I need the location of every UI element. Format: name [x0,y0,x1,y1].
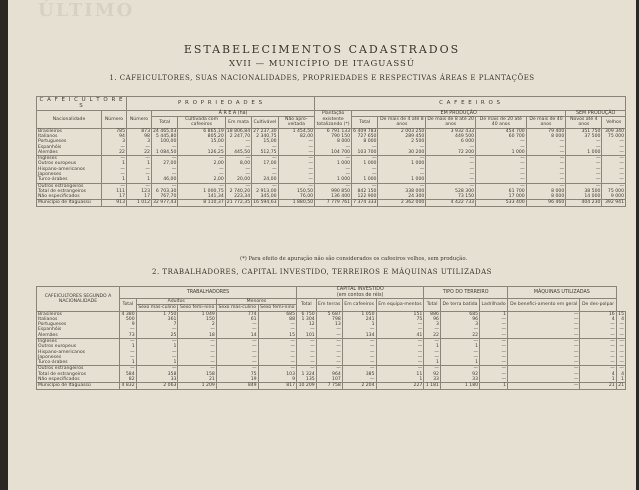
table-cell: — — — — — [476,156,527,183]
table-cell: 873 98 3 — 22 [127,128,152,155]
th-de-despolpar: De des-polpar [580,299,616,312]
table-cell: — 1 — — 1 [136,339,178,366]
table-cell: 8 110,37 [178,200,225,206]
table-cell: — 2,00 — — 2,00 [178,156,225,183]
table-cell: — — — — — [580,339,616,366]
th-nacionalidade: Nacionalidade [37,110,102,128]
table-cell: — 385 — [342,366,376,383]
table-cell: — 103 9 [258,366,296,383]
table-cell: — — — — — [602,156,626,183]
th-de-terra: De terra batida [440,299,479,312]
table-row [37,183,626,200]
row-label-cell: Brasileiros Italianos Portugueses Espanhóis Alemães [37,128,102,155]
table-cell: 4 422 733 [426,200,476,206]
table-cell: — — — — — [278,156,315,183]
table-cell: 7 374 333 [353,200,377,206]
table-cell: — — — — — [297,339,317,366]
table-cell: — 1 — — 1 [102,156,127,183]
table-cell: — 38 500 14 000 [566,183,602,200]
table-cell: 886 96 3 — 22 [424,311,441,338]
table-cell: 21 772,35 [226,200,251,206]
table-cell: — 8 000 8 000 [526,183,566,200]
table-cell: 15 4 — — — [618,311,624,338]
table-cell: — 842 150 122 900 [352,183,378,200]
table-cell: 2 204 [342,383,376,389]
th-em-mata: Em mata [225,117,251,129]
th-capital-title: CAPITAL INVESTIDO [336,287,384,292]
th-em-equip: Em equipa-mentos [376,299,424,312]
table-cell: 16 4 — — — [580,311,616,338]
table-cell: — 1 000 — — 1 000 [378,156,426,183]
table-cell: 151 75 — — 41 [376,311,424,338]
table-cell: — 6 703,30 767,70 [152,183,178,200]
row-label-cell: Outros estrangeiros Total de estrangeiros Não especificados [37,366,120,383]
table-cell: — 27,00 — — 46,00 [152,156,178,183]
table-cell: 3 932 433 449 500 6 000 — 72 200 [426,128,476,155]
table-cell: 2 362 000 [378,200,426,206]
table-cell: — 111 17 [102,183,127,200]
table-cell: — — — — — [426,156,476,183]
table-cell: — 358 33 [136,366,178,383]
table-row [37,366,626,383]
table-cell: 4 832 [121,383,135,389]
th-sem-producao: SEM PRODUÇÃO [566,110,626,117]
th-cap-total: Total [297,299,317,312]
table-cell: 5 687 798 13 — — [316,311,342,338]
th-numero-1: Número [102,110,127,128]
table-cafeicultores-propriedades [36,96,626,207]
table-cell: — [508,383,580,389]
table-cell: — 61 700 17 000 [476,183,527,200]
table-row [37,311,626,338]
row-label-cell: Município de Itaguassú [37,200,102,206]
th-trab-total: Total [120,299,137,312]
table-cell: 7 779 761 [315,200,352,206]
table-cell: 774 61 — — 14 [216,311,258,338]
document-title: ESTABELECIMENTOS CADASTRADOS [183,43,461,56]
table-cell: — 75 000 9 000 [602,183,626,200]
table-cell: 1 049 150 2 — 18 [178,311,216,338]
table-cell: — — — — — [508,311,580,338]
table-cell: — 150,50 76,00 [278,183,315,200]
table-cell: 1 180 [440,383,479,389]
bleed-through-text: ÚLTIMO [38,0,135,21]
table-cell: 21 [618,383,624,389]
table-cell: — 1 — — 1 [120,339,137,366]
table-cell: 1 012 [127,200,152,206]
table-cell: — — — — — [216,339,258,366]
table-cell: — — — — — [480,339,508,366]
th-4-8: De mais de 4 até 8 anos [378,117,426,129]
table-trabalhadores-capital [36,286,626,390]
th-8-20: De mais de 8 até 20 anos [427,117,474,128]
th-caf-nacionalidade: CAFEICULTORES SEGUNDO A NACIONALIDADE [37,287,120,312]
th-40: De mais de 40 anos [526,117,566,129]
table-cell: — 17,00 — — 24,00 [252,156,278,183]
table-cell: 2 003 250 289 450 2 500 — 30 200 [378,128,426,155]
th-capital-unit: (em contos de réis) [336,292,384,298]
th-adultos-fem: Sexo femi-nino [178,305,216,311]
table-cell: — 338 000 24 300 [378,183,426,200]
table-row [37,156,626,183]
th-area: Á R E A (ha) [152,110,315,117]
table-cell: — 8,00 — — 20,00 [225,156,251,183]
th-cultivada: Cultivada com cafeeiros [178,117,225,129]
th-em-producao: EM PRODUÇÃO [352,110,566,117]
th-maquinas: MÁQUINAS UTILIZADAS [508,287,617,299]
table-cell: — 528 300 73 150 [426,183,476,200]
table-cell: 6 865,19 805,20 15,00 — 126,25 [178,128,225,155]
table-cell: — 92 33 [424,366,441,383]
table-row [37,339,626,366]
table-cell: 227 [376,383,424,389]
table-cell: — 1 324 135 [297,366,317,383]
th-menores-fem: Sexo femi-nino [258,305,296,311]
table-cell: 685 96 3 — 22 [440,311,479,338]
table-cell: 24 465,03 5 445,80 100,00 — 1 084,50 [153,128,177,155]
table-cell: 1 — — — — [480,311,508,338]
table-cell: 533 400 [476,200,527,206]
table-cell: 392 941 [602,200,626,206]
table-cell: — 123 17 [127,183,152,200]
th-cafeicultores: C A F E I C U L T O R E S [37,97,127,111]
table-cell: — 1 000,75 141,34 [178,183,225,200]
table-cell: — 4 1 [580,366,616,383]
th-propriedades: P R O P R I E D A D E S [127,97,315,111]
table-cell: 913 [102,200,127,206]
table-cell: — 1 000 — — 1 000 [352,156,378,183]
th-em-cafeeiros: Em cafeeiros [342,299,376,312]
table-total-row [37,200,626,206]
table-cell: 1 209 [178,383,216,389]
th-adultos-masc: Sexo mas-culino [136,305,178,311]
row-label-cell: Ingleses Outros europeus Hispano-americanos Japoneses Turco-árabes [37,339,120,366]
row-label-cell: Ingleses Outros europeus Hispano-americanos Japoneses Turco-árabes [37,156,102,183]
table-cell: — 2 740,20 223,34 [225,183,251,200]
table-cell: — — — — — [566,156,602,183]
table-cell: 1 050 241 1 — 134 [342,311,376,338]
th-cafeeiros-total: Total [352,117,378,129]
table-cell: — — — [508,366,580,383]
table-cell: — — — [480,366,508,383]
table-cell: — — — — — [258,339,296,366]
footnote: (*) Para efeito de apuração não são considerados os cafeeiros velhos, sem produção. [240,256,468,262]
table-cell: — — — — — [376,339,424,366]
th-plantacao: Plantação existente totalizando (*) [316,111,350,127]
th-menores-masc: Sexo mas-culino [216,305,258,311]
document-page [8,0,636,490]
table-cell: — — — — — [526,156,566,183]
table-cell: 6 791 133 790 150 8 000 — 104 700 [315,128,352,155]
table-cell: 2 063 [136,383,178,389]
table-cell: — 1 000 — — 1 000 [315,156,352,183]
table-total-row [37,383,626,389]
table-2-body [37,311,626,389]
table-cell: — 584 82 [120,366,137,383]
row-label-cell: Outros estrangeiros Total de estrangeiros Não especificados [37,183,102,200]
table-cell: 1 750 361 7 — 25 [136,311,178,338]
table-cell: — — — — — [316,339,342,366]
table-cell: 6 750 1 304 12 — 101 [297,311,317,338]
th-numero-2: Número [127,110,152,128]
table-cell: 785 94 3 — 22 [102,128,127,155]
table-cell: 7 758 [316,383,342,389]
th-nao-aproveitada: Não apro-veitada [278,117,315,129]
th-capital [297,287,424,299]
th-ladrilhado: Ladrilhado [480,299,508,312]
table-cell: 21 [580,383,616,389]
section-1-heading: 1. CAFEICULTORES, SUAS NACIONALIDADES, PROPRIEDADES E RESPECTIVAS ÁREAS E PLANTAÇÕES [109,74,535,82]
table-cell: 1 880,50 [278,200,315,206]
table-cell: 18 806,84 2 247,70 — — 445,50 [226,128,251,155]
table-cell: 454 700 60 700 — — 1 000 [476,128,527,155]
th-terreiro-total: Total [424,299,441,312]
row-label-cell: Município de Itaguassú [37,383,120,389]
th-novos: Novos até 4 anos [566,117,602,129]
table-cell: — 11 1 [376,366,424,383]
table-cell: — — — — — [178,339,216,366]
table-1-body [37,128,626,206]
table-cell: 10 209 [297,383,317,389]
th-adultos: Adultos [136,299,216,305]
table-cell: 79 400 8 000 — — — [526,128,566,155]
th-em-terras: Em terras [316,299,342,312]
table-cell: 849 [216,383,258,389]
table-cell: 817 [258,383,296,389]
table-cell: — 4 1 [616,366,625,383]
table-cell: — 2 913,00 345,00 [252,183,278,200]
th-de-benef: De benefici-amento em geral [508,299,580,312]
table-row [37,128,626,155]
table-cell: — — — — — [616,339,625,366]
th-trabalhadores: TRABALHADORES [120,287,297,299]
row-label-cell: Brasileiros Italianos Portugueses Espanhóis Alemães [37,311,120,338]
table-cell: — 158 21 [178,366,216,383]
section-2-heading: 2. TRABALHADORES, CAPITAL INVESTIDO, TERREIROS E MÁQUINAS UTILIZADAS [152,268,492,276]
th-cafeeiros: C A F E E I R O S [315,97,626,111]
table-cell: — 964 107 [316,366,342,383]
table-cell: 1 454,50 82,00 — — — [278,128,315,155]
table-cell: 96 460 [526,200,566,206]
table-cell: 1 [480,383,508,389]
table-cell: — — — — — [342,339,376,366]
table-cell: — 92 33 [440,366,479,383]
table-cell: 4 380 500 9 — 73 [121,311,135,338]
th-20-40: De mais de 20 até 40 anos [476,117,527,129]
table-cell: 404 230 [566,200,602,206]
table-cell: — 1 — — 1 [424,339,441,366]
table-cell: — 990 850 136 400 [315,183,352,200]
th-area-total: Total [152,117,178,129]
table-cell: — 1 — — 1 [440,339,479,366]
th-terreiro: TIPO DO TERREIRO [424,287,508,299]
table-cell: 6 409 783 727 650 8 000 — 103 700 [353,128,377,155]
table-cell: 685 88 — — 15 [258,311,296,338]
table-cell: 27 237,30 2 340,75 15,00 — 512,75 [253,128,277,155]
table-cell: 16 594,63 [253,200,277,206]
table-cell: 309 340 75 000 — — — [602,128,626,155]
th-cultivavel: Cultivável [252,117,278,129]
table-cell: 1 181 [425,383,439,389]
th-velhos: Velhos [602,117,626,129]
table-cell: — 1 — — 1 [127,156,152,183]
document-subtitle: XVII — MUNICÍPIO DE ITAGUASSÚ [229,59,415,69]
table-cell: 351 750 37 500 — — 1 000 [566,128,602,155]
table-cell: 32 977,43 [153,200,177,206]
th-menores: Menores [216,299,296,305]
table-cell: — — — — — [508,339,580,366]
table-cell: — 75 19 [216,366,258,383]
